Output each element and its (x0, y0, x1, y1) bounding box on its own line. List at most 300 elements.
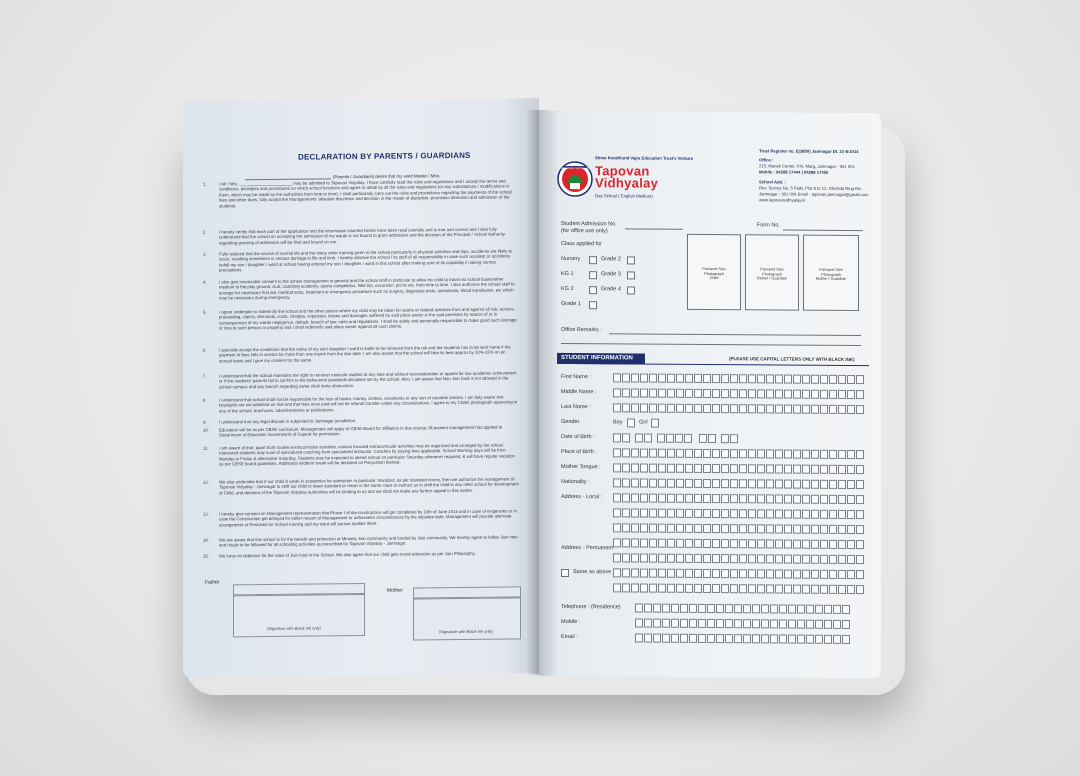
letter-box[interactable] (838, 390, 846, 399)
dob-box[interactable] (684, 434, 692, 443)
form-no-field[interactable] (783, 230, 863, 232)
dob-box[interactable] (644, 434, 652, 443)
letter-box[interactable] (671, 634, 679, 643)
letter-box[interactable] (712, 464, 720, 473)
office-remarks-field[interactable] (609, 333, 861, 336)
letter-box[interactable] (712, 524, 720, 533)
letter-box[interactable] (640, 479, 648, 488)
letter-box[interactable] (802, 525, 810, 534)
letter-box[interactable] (793, 570, 801, 579)
letter-box[interactable] (838, 465, 846, 474)
letter-box[interactable] (703, 449, 711, 458)
letter-box[interactable] (856, 585, 864, 594)
letter-box[interactable] (757, 389, 765, 398)
letter-box[interactable] (613, 553, 621, 562)
letter-box[interactable] (775, 449, 783, 458)
letter-box[interactable] (658, 464, 666, 473)
letter-box[interactable] (667, 509, 675, 518)
letter-box[interactable] (775, 494, 783, 503)
letter-box[interactable] (784, 570, 792, 579)
letter-box[interactable] (622, 553, 630, 562)
letter-box[interactable] (658, 404, 666, 413)
letter-box[interactable] (793, 375, 801, 384)
letter-box[interactable] (788, 605, 796, 614)
letter-box[interactable] (631, 403, 639, 412)
letter-box[interactable] (658, 494, 666, 503)
letter-box[interactable] (793, 510, 801, 519)
letter-box[interactable] (662, 634, 670, 643)
letter-box[interactable] (721, 569, 729, 578)
letter-box[interactable] (802, 540, 810, 549)
letter-box[interactable] (802, 555, 810, 564)
letter-box[interactable] (649, 494, 657, 503)
letter-box[interactable] (829, 450, 837, 459)
letter-box[interactable] (721, 464, 729, 473)
letter-box[interactable] (847, 510, 855, 519)
letter-box[interactable] (658, 569, 666, 578)
letter-box[interactable] (824, 620, 832, 629)
letter-box[interactable] (811, 390, 819, 399)
letter-box[interactable] (703, 584, 711, 593)
letter-box[interactable] (658, 584, 666, 593)
letter-box[interactable] (667, 449, 675, 458)
letter-box[interactable] (721, 449, 729, 458)
letter-box[interactable] (766, 389, 774, 398)
letter-box[interactable] (820, 540, 828, 549)
letter-box[interactable] (748, 524, 756, 533)
letter-box[interactable] (829, 555, 837, 564)
letter-box[interactable] (766, 539, 774, 548)
letter-box[interactable] (622, 508, 630, 517)
letter-box[interactable] (797, 605, 805, 614)
letter-box[interactable] (829, 525, 837, 534)
letter-box[interactable] (811, 495, 819, 504)
letter-box[interactable] (775, 374, 783, 383)
letter-box[interactable] (820, 525, 828, 534)
dob-box[interactable] (708, 434, 716, 443)
letter-box[interactable] (676, 494, 684, 503)
letter-box[interactable] (707, 604, 715, 613)
letter-box[interactable] (770, 604, 778, 613)
letter-box[interactable] (622, 463, 630, 472)
letter-box[interactable] (788, 620, 796, 629)
letter-box[interactable] (613, 448, 621, 457)
letter-box[interactable] (622, 478, 630, 487)
father-signature-box[interactable] (233, 594, 365, 637)
letter-box[interactable] (635, 603, 643, 612)
letter-box[interactable] (784, 375, 792, 384)
letter-box[interactable] (766, 509, 774, 518)
letter-box[interactable] (622, 568, 630, 577)
letter-box[interactable] (734, 604, 742, 613)
class-grade1-checkbox[interactable] (589, 301, 597, 309)
letter-box[interactable] (748, 554, 756, 563)
letter-box[interactable] (770, 634, 778, 643)
letter-box[interactable] (739, 479, 747, 488)
letter-box[interactable] (689, 619, 697, 628)
letter-box[interactable] (802, 405, 810, 414)
letter-box[interactable] (829, 390, 837, 399)
letter-box[interactable] (631, 478, 639, 487)
letter-box[interactable] (775, 524, 783, 533)
letter-box[interactable] (838, 375, 846, 384)
letter-box[interactable] (784, 450, 792, 459)
letter-box[interactable] (842, 605, 850, 614)
letter-box[interactable] (703, 479, 711, 488)
letter-box[interactable] (743, 604, 751, 613)
letter-box[interactable] (838, 480, 846, 489)
letter-box[interactable] (631, 448, 639, 457)
letter-box[interactable] (833, 605, 841, 614)
letter-box[interactable] (694, 389, 702, 398)
mother-signature-box[interactable] (413, 597, 521, 640)
letter-box[interactable] (640, 554, 648, 563)
letter-box[interactable] (811, 480, 819, 489)
letter-box[interactable] (793, 540, 801, 549)
letter-box[interactable] (761, 619, 769, 628)
letter-box[interactable] (730, 479, 738, 488)
letter-box[interactable] (712, 449, 720, 458)
letter-box[interactable] (613, 403, 621, 412)
letter-box[interactable] (802, 585, 810, 594)
letter-box[interactable] (847, 405, 855, 414)
letter-box[interactable] (820, 555, 828, 564)
letter-box[interactable] (811, 570, 819, 579)
same-as-above-checkbox[interactable] (561, 569, 569, 577)
letter-box[interactable] (721, 404, 729, 413)
letter-box[interactable] (631, 508, 639, 517)
letter-box[interactable] (838, 555, 846, 564)
letter-box[interactable] (725, 634, 733, 643)
letter-box[interactable] (856, 540, 864, 549)
letter-box[interactable] (766, 569, 774, 578)
letter-box[interactable] (703, 524, 711, 533)
letter-box[interactable] (856, 510, 864, 519)
letter-box[interactable] (775, 509, 783, 518)
letter-box[interactable] (784, 480, 792, 489)
letter-box[interactable] (635, 633, 643, 642)
letter-box[interactable] (658, 509, 666, 518)
letter-box[interactable] (707, 634, 715, 643)
letter-box[interactable] (811, 510, 819, 519)
letter-box[interactable] (761, 604, 769, 613)
letter-box[interactable] (685, 539, 693, 548)
letter-box[interactable] (676, 389, 684, 398)
letter-box[interactable] (757, 449, 765, 458)
class-grade2-checkbox[interactable] (627, 256, 635, 264)
letter-box[interactable] (856, 375, 864, 384)
letter-box[interactable] (761, 634, 769, 643)
letter-box[interactable] (829, 540, 837, 549)
letter-box[interactable] (667, 464, 675, 473)
letter-box[interactable] (811, 585, 819, 594)
letter-box[interactable] (856, 570, 864, 579)
letter-box[interactable] (766, 554, 774, 563)
letter-box[interactable] (811, 555, 819, 564)
letter-box[interactable] (739, 404, 747, 413)
letter-box[interactable] (802, 570, 810, 579)
letter-box[interactable] (730, 569, 738, 578)
letter-box[interactable] (631, 583, 639, 592)
letter-box[interactable] (784, 555, 792, 564)
letter-box[interactable] (757, 584, 765, 593)
letter-box[interactable] (806, 605, 814, 614)
letter-box[interactable] (739, 374, 747, 383)
letter-box[interactable] (847, 540, 855, 549)
letter-box[interactable] (856, 480, 864, 489)
letter-box[interactable] (847, 465, 855, 474)
letter-box[interactable] (716, 619, 724, 628)
letter-box[interactable] (698, 604, 706, 613)
letter-box[interactable] (694, 509, 702, 518)
letter-box[interactable] (748, 494, 756, 503)
letter-box[interactable] (829, 480, 837, 489)
letter-box[interactable] (640, 569, 648, 578)
letter-box[interactable] (748, 449, 756, 458)
letter-box[interactable] (766, 404, 774, 413)
letter-box[interactable] (766, 494, 774, 503)
letter-box[interactable] (721, 554, 729, 563)
letter-box[interactable] (739, 494, 747, 503)
letter-box[interactable] (694, 479, 702, 488)
letter-box[interactable] (694, 584, 702, 593)
letter-box[interactable] (676, 554, 684, 563)
letter-box[interactable] (712, 494, 720, 503)
letter-box[interactable] (649, 374, 657, 383)
letter-box[interactable] (838, 540, 846, 549)
letter-box[interactable] (847, 495, 855, 504)
letter-box[interactable] (811, 525, 819, 534)
letter-box[interactable] (685, 509, 693, 518)
letter-box[interactable] (734, 619, 742, 628)
letter-box[interactable] (766, 449, 774, 458)
letter-box[interactable] (838, 405, 846, 414)
letter-box[interactable] (640, 509, 648, 518)
letter-box[interactable] (766, 464, 774, 473)
letter-box[interactable] (775, 539, 783, 548)
letter-box[interactable] (613, 568, 621, 577)
letter-box[interactable] (640, 524, 648, 533)
letter-box[interactable] (824, 635, 832, 644)
letter-box[interactable] (838, 510, 846, 519)
letter-box[interactable] (842, 620, 850, 629)
letter-box[interactable] (730, 554, 738, 563)
letter-box[interactable] (820, 390, 828, 399)
letter-box[interactable] (676, 539, 684, 548)
letter-box[interactable] (739, 569, 747, 578)
letter-box[interactable] (721, 509, 729, 518)
letter-box[interactable] (847, 525, 855, 534)
letter-box[interactable] (748, 539, 756, 548)
letter-box[interactable] (730, 509, 738, 518)
letter-box[interactable] (775, 404, 783, 413)
letter-box[interactable] (856, 555, 864, 564)
letter-box[interactable] (694, 404, 702, 413)
letter-box[interactable] (631, 538, 639, 547)
letter-box[interactable] (613, 583, 621, 592)
class-grade3-checkbox[interactable] (627, 271, 635, 279)
letter-box[interactable] (730, 524, 738, 533)
letter-box[interactable] (757, 479, 765, 488)
dob-box[interactable] (699, 434, 707, 443)
letter-box[interactable] (811, 375, 819, 384)
letter-box[interactable] (703, 569, 711, 578)
letter-box[interactable] (757, 539, 765, 548)
letter-box[interactable] (658, 449, 666, 458)
letter-box[interactable] (667, 569, 675, 578)
letter-box[interactable] (712, 404, 720, 413)
letter-box[interactable] (775, 389, 783, 398)
letter-box[interactable] (707, 619, 715, 628)
letter-box[interactable] (829, 465, 837, 474)
letter-box[interactable] (829, 570, 837, 579)
letter-box[interactable] (820, 405, 828, 414)
letter-box[interactable] (820, 510, 828, 519)
letter-box[interactable] (676, 524, 684, 533)
letter-box[interactable] (838, 585, 846, 594)
letter-box[interactable] (649, 539, 657, 548)
letter-box[interactable] (653, 634, 661, 643)
letter-box[interactable] (739, 449, 747, 458)
letter-box[interactable] (703, 494, 711, 503)
letter-box[interactable] (829, 375, 837, 384)
letter-box[interactable] (815, 605, 823, 614)
letter-box[interactable] (694, 494, 702, 503)
letter-box[interactable] (622, 403, 630, 412)
letter-box[interactable] (793, 390, 801, 399)
dob-box[interactable] (730, 434, 738, 443)
letter-box[interactable] (802, 390, 810, 399)
letter-box[interactable] (815, 620, 823, 629)
letter-box[interactable] (725, 604, 733, 613)
letter-box[interactable] (793, 495, 801, 504)
letter-box[interactable] (662, 604, 670, 613)
letter-box[interactable] (640, 494, 648, 503)
letter-box[interactable] (644, 634, 652, 643)
letter-box[interactable] (667, 374, 675, 383)
letter-box[interactable] (694, 539, 702, 548)
letter-box[interactable] (838, 495, 846, 504)
letter-box[interactable] (779, 619, 787, 628)
dob-box[interactable] (666, 434, 674, 443)
letter-box[interactable] (640, 449, 648, 458)
letter-box[interactable] (779, 634, 787, 643)
letter-box[interactable] (680, 604, 688, 613)
letter-box[interactable] (712, 479, 720, 488)
letter-box[interactable] (730, 389, 738, 398)
letter-box[interactable] (685, 479, 693, 488)
letter-box[interactable] (766, 374, 774, 383)
dob-box[interactable] (622, 433, 630, 442)
letter-box[interactable] (703, 464, 711, 473)
letter-box[interactable] (820, 450, 828, 459)
letter-box[interactable] (667, 539, 675, 548)
letter-box[interactable] (743, 619, 751, 628)
letter-box[interactable] (622, 373, 630, 382)
letter-box[interactable] (658, 374, 666, 383)
letter-box[interactable] (649, 404, 657, 413)
letter-box[interactable] (847, 480, 855, 489)
letter-box[interactable] (811, 450, 819, 459)
letter-box[interactable] (770, 619, 778, 628)
letter-box[interactable] (793, 450, 801, 459)
letter-box[interactable] (680, 619, 688, 628)
letter-box[interactable] (752, 634, 760, 643)
letter-box[interactable] (838, 525, 846, 534)
letter-box[interactable] (784, 495, 792, 504)
letter-box[interactable] (662, 619, 670, 628)
letter-box[interactable] (649, 509, 657, 518)
letter-box[interactable] (613, 478, 621, 487)
letter-box[interactable] (622, 538, 630, 547)
letter-box[interactable] (734, 634, 742, 643)
letter-box[interactable] (748, 464, 756, 473)
letter-box[interactable] (694, 569, 702, 578)
letter-box[interactable] (649, 389, 657, 398)
letter-box[interactable] (667, 554, 675, 563)
gender-girl-checkbox[interactable] (651, 419, 659, 428)
letter-box[interactable] (649, 449, 657, 458)
letter-box[interactable] (730, 539, 738, 548)
letter-box[interactable] (802, 465, 810, 474)
letter-box[interactable] (685, 554, 693, 563)
letter-box[interactable] (667, 524, 675, 533)
letter-box[interactable] (640, 404, 648, 413)
letter-box[interactable] (676, 449, 684, 458)
letter-box[interactable] (716, 634, 724, 643)
letter-box[interactable] (685, 494, 693, 503)
letter-box[interactable] (757, 374, 765, 383)
letter-box[interactable] (739, 584, 747, 593)
letter-box[interactable] (847, 390, 855, 399)
letter-box[interactable] (685, 389, 693, 398)
letter-box[interactable] (631, 373, 639, 382)
letter-box[interactable] (721, 524, 729, 533)
letter-box[interactable] (622, 388, 630, 397)
dob-box[interactable] (721, 434, 729, 443)
letter-box[interactable] (856, 465, 864, 474)
letter-box[interactable] (775, 464, 783, 473)
letter-box[interactable] (757, 554, 765, 563)
letter-box[interactable] (703, 374, 711, 383)
letter-box[interactable] (739, 524, 747, 533)
letter-box[interactable] (775, 479, 783, 488)
dob-box[interactable] (613, 433, 621, 442)
letter-box[interactable] (856, 495, 864, 504)
letter-box[interactable] (820, 480, 828, 489)
letter-box[interactable] (649, 464, 657, 473)
letter-box[interactable] (694, 449, 702, 458)
letter-box[interactable] (689, 604, 697, 613)
letter-box[interactable] (712, 539, 720, 548)
letter-box[interactable] (766, 524, 774, 533)
letter-box[interactable] (613, 493, 621, 502)
letter-box[interactable] (667, 479, 675, 488)
letter-box[interactable] (829, 405, 837, 414)
letter-box[interactable] (694, 524, 702, 533)
letter-box[interactable] (644, 604, 652, 613)
dob-box[interactable] (635, 433, 643, 442)
letter-box[interactable] (658, 539, 666, 548)
letter-box[interactable] (847, 450, 855, 459)
letter-box[interactable] (649, 584, 657, 593)
letter-box[interactable] (712, 509, 720, 518)
letter-box[interactable] (748, 584, 756, 593)
letter-box[interactable] (631, 568, 639, 577)
letter-box[interactable] (797, 635, 805, 644)
letter-box[interactable] (820, 465, 828, 474)
letter-box[interactable] (712, 569, 720, 578)
